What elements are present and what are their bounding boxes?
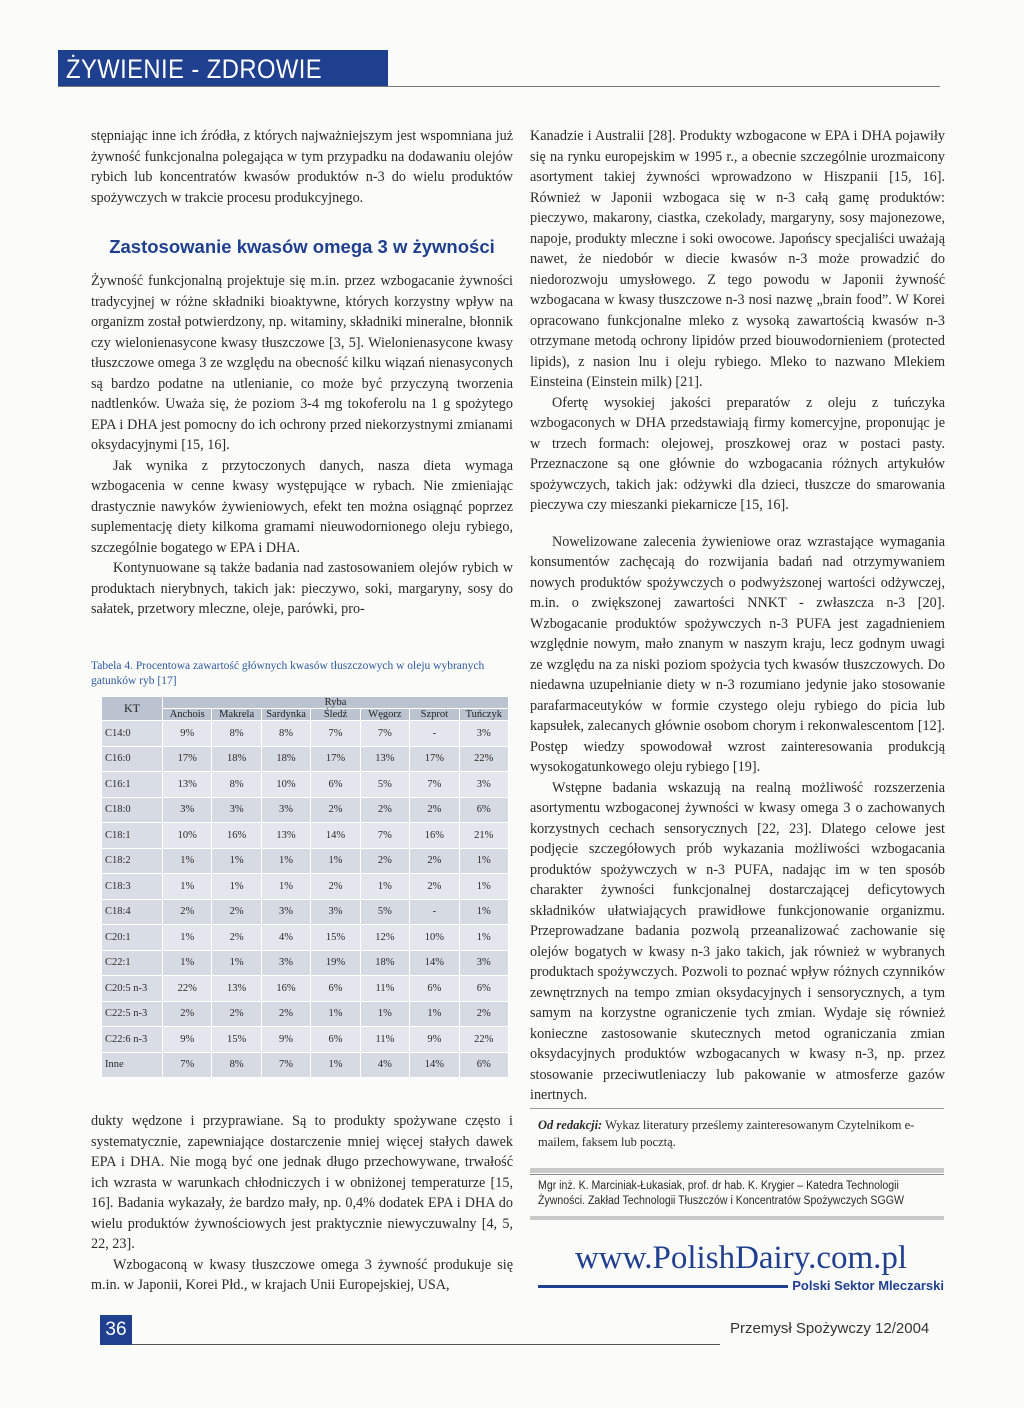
table-cell: 1% xyxy=(459,848,508,874)
table-cell: 22% xyxy=(459,1027,508,1053)
table-cell: 2% xyxy=(261,1001,310,1027)
advert-url: www.PolishDairy.com.pl xyxy=(574,1240,908,1276)
table-cell: 6% xyxy=(311,1027,360,1053)
column-header-row xyxy=(102,709,509,721)
table-cell: 1% xyxy=(163,925,212,951)
author-rule xyxy=(530,1174,944,1175)
table-cell: 18% xyxy=(261,746,310,772)
table-cell: 19% xyxy=(311,950,360,976)
paragraph: Jak wynika z przytoczonych danych, nasza dieta wymaga wzbogacenia w cenne kwasy występujące w rybach. Nie zmieniając drastycznie nawyków żywieniowych, efekt ten można osiągnąć poprzez suplementację diety kilkoma gramami nieuwodornionego oleju rybiego, szczególnie bogatego w EPA i DHA. xyxy=(91,457,513,556)
table-cell: 1% xyxy=(459,874,508,900)
table-cell: 11% xyxy=(360,1027,409,1053)
column-header: Śledź xyxy=(311,709,360,721)
editor-note xyxy=(538,1117,946,1151)
note-rule xyxy=(530,1108,944,1109)
column-header: Sardynka xyxy=(261,709,310,721)
table-cell: 2% xyxy=(311,874,360,900)
table-cell: 4% xyxy=(360,1052,409,1078)
table-cell: 18% xyxy=(360,950,409,976)
table-cell: 2% xyxy=(163,1001,212,1027)
table-cell: 7% xyxy=(410,772,459,798)
table-cell: 14% xyxy=(410,950,459,976)
table-cell: 17% xyxy=(311,746,360,772)
table-cell: 2% xyxy=(212,1001,261,1027)
table-cell: 22% xyxy=(163,976,212,1002)
fatty-acid-label: C22:1 xyxy=(102,950,163,976)
fatty-acid-label: C18:1 xyxy=(102,823,163,849)
editor-note-text: Wykaz literatury prześlemy zainteresowanym Czytelnikom e-mailem, faksem lub pocztą. xyxy=(538,1118,915,1149)
table-cell: 2% xyxy=(410,797,459,823)
editor-note-label: Od redakcji: xyxy=(538,1118,603,1132)
table-row xyxy=(102,1027,509,1053)
table-cell: 18% xyxy=(212,746,261,772)
table-cell: 9% xyxy=(163,1027,212,1053)
table-cell: 6% xyxy=(459,976,508,1002)
left-column-middle xyxy=(91,271,513,620)
table-row xyxy=(102,721,509,747)
paragraph: Wzbogaconą w kwasy tłuszczowe omega 3 żywność produkuje się m.in. w Japonii, Korei Płd., w krajach Unii Europejskiej, USA, xyxy=(91,1256,513,1293)
fatty-acid-label: Inne xyxy=(102,1052,163,1078)
table-cell: 13% xyxy=(163,772,212,798)
table-cell: 12% xyxy=(360,925,409,951)
fatty-acid-label: C18:3 xyxy=(102,874,163,900)
table-cell: 7% xyxy=(311,721,360,747)
table-cell: 6% xyxy=(410,976,459,1002)
fatty-acid-label: C20:5 n-3 xyxy=(102,976,163,1002)
column-header: Szprot xyxy=(410,709,459,721)
table-cell: 16% xyxy=(261,976,310,1002)
table-cell: 1% xyxy=(311,1052,360,1078)
table-cell: 1% xyxy=(212,874,261,900)
kt-header: KT xyxy=(102,697,163,721)
fatty-acid-label: C20:1 xyxy=(102,925,163,951)
paragraph: Ofertę wysokiej jakości preparatów z oleju z tuńczyka wzbogaconych w DHA przedstawiają firmy komercyjne, proponując je w trzech formach: olejowej, proszkowej oraz w postaci pasty. Przeznaczone są one głównie do wzbogacania różnych artykułów spożywczych, takich jak: odżywki dla dzieci, tłuszcze do smarowania pieczywa czy mieszanki piekarnicze [15, 16]. xyxy=(530,394,945,513)
table-cell: 16% xyxy=(212,823,261,849)
table-cell: 1% xyxy=(360,1001,409,1027)
table-cell: 8% xyxy=(261,721,310,747)
table-cell: 21% xyxy=(459,823,508,849)
table-caption: Tabela 4. Procentowa zawartość głównych kwasów tłuszczowych w oleju wybranych gatunków ryb [17] xyxy=(91,660,485,687)
table-row xyxy=(102,848,509,874)
table-cell: 8% xyxy=(212,772,261,798)
table-row xyxy=(102,976,509,1002)
table-cell: 3% xyxy=(261,950,310,976)
table-cell: 6% xyxy=(459,1052,508,1078)
table-cell: 3% xyxy=(459,772,508,798)
left-column-top xyxy=(91,126,513,208)
paragraph: Nowelizowane zalecenia żywieniowe oraz wzrastające wymagania konsumentów zachęcają do rozwijania badań nad otrzymywaniem nowych produktów spożywczych o podwyższonej wartości odżywczej, m.in. o zwiększonej zawartości NNKT - zwłaszcza n-3 [20]. Wzbogacanie produktów spożywczych n-3 PUFA jest zagadnieniem względnie nowym, mało znanym w naszym kraju, lecz godnym uwagi ze względu na za niski poziom spożycia tych kwasów tłuszczowych. Do niedawna uzupełnianie diety w n-3 rozumiano jedynie jako stosowanie parafarmaceutyków w formie czystego oleju rybiego do picia lub kapsułek, zalecanych głównie osobom chorym i rekonwalescentom [12]. Postęp wiedzy spowodował wzrost zainteresowania produkcją wysokogatunkowego oleju rybiego [19]. xyxy=(530,533,945,775)
table-cell: - xyxy=(410,721,459,747)
table-row xyxy=(102,1052,509,1078)
paragraph: Żywność funkcjonalną projektuje się m.in. przez wzbogacanie żywności tradycyjnej w różne składniki bioaktywne, których korzystny wpływ na organizm został potwierdzony, np. witaminy, składniki mineralne, błonnik czy wielonienasycone kwasy tłuszczowe [3, 5]. Wielonienasycone kwasy tłuszczowe omega 3 ze względu na obecność kilku wiązań nienasyconych są bardzo podatne na utlenianie, co może być przyczyną tworzenia nadtlenków. Uważa się, że poziom 3-4 mg tokoferolu na 1 g spożytego EPA i DHA jest pomocny do ich ochrony przed niekorzystnymi zmianami oksydacyjnymi [15, 16]. xyxy=(91,273,513,453)
table-cell: 1% xyxy=(212,950,261,976)
table-cell: 4% xyxy=(261,925,310,951)
fatty-acid-label: C18:4 xyxy=(102,899,163,925)
table-cell: 3% xyxy=(459,950,508,976)
table-cell: 6% xyxy=(311,976,360,1002)
table-cell: 3% xyxy=(311,899,360,925)
table-cell: 13% xyxy=(360,746,409,772)
column-header: Makrela xyxy=(212,709,261,721)
table-cell: 6% xyxy=(459,797,508,823)
page-number: 36 xyxy=(100,1315,132,1345)
table-cell: 2% xyxy=(163,899,212,925)
table-cell: 14% xyxy=(410,1052,459,1078)
paragraph: Kanadzie i Australii [28]. Produkty wzbogacone w EPA i DHA pojawiły się na rynku europejskim w 1995 r., a obecnie szczególnie urozmaicony asortyment takiej żywności wprowadzono w Hiszpanii [15, 16]. Również w Japonii wzbogaca się w n-3 całą gamę produktów: pieczywo, makarony, ciastka, czekolady, margaryny, sosy majonezowe, napoje, produkty mleczne i soki owocowe. Japońscy specjaliści uważają nawet, że niedobór w diecie kwasów n-3 może prowadzić do niedorozwoju umysłowego. Z tego powodu w Japonii żywność wzbogacana w kwasy tłuszczowe n-3 nosi nazwę „brain food”. W Korei opracowano funkcjonalne mleko z wysoką zawartością kwasów n-3 otrzymane metodą ochrony lipidów przed biouwodornieniem (protected lipids), z nasion lnu i oleju rybiego. Mleko to nazwano Mlekiem Einsteina (Einstein milk) [21]. xyxy=(530,128,945,390)
table-cell: 11% xyxy=(360,976,409,1002)
table-cell: 15% xyxy=(212,1027,261,1053)
table-cell: 3% xyxy=(459,721,508,747)
table-cell: - xyxy=(410,899,459,925)
table-cell: 7% xyxy=(360,823,409,849)
table-cell: 2% xyxy=(459,1001,508,1027)
column-header: Tuńczyk xyxy=(459,709,508,721)
table-cell: 2% xyxy=(311,797,360,823)
column-header: Anchois xyxy=(163,709,212,721)
magazine-issue: Przemysł Spożywczy 12/2004 xyxy=(730,1320,930,1337)
section-header-title: ŻYWIENIE - ZDROWIE xyxy=(66,54,323,84)
fatty-acid-label: C16:1 xyxy=(102,772,163,798)
paragraph: Wstępne badania wskazują na realną możliwość rozszerzenia asortymentu wzbogaconej żywności w kwasy omega 3 o zachowanych korzystnych cechach sensorycznych [22, 23]. Dlatego celowe jest podjęcie szczegółowych prób wykazania możliwości wzbogacania produktów spożywczych w n-3 PUFA, nadając im w ten sposób charakter żywności funkcjonalnej dostarczającej deficytowych składników ułatwiających prawidłowe funkcjonowanie organizmu. Przeprowadzane badania pozwolą przeanalizować zachowanie się olejów bogatych w kwasy n-3 jako takich, jak również w wybranych produktach spożywczych. Pozwoli to poznać wpływ różnych czynników zewnętrznych na tempo zmian oksydacyjnych i sensorycznych, a tym samym na korzystne ograniczenie tych zmian. Wydaje się również konieczne zastosowanie skutecznych metod ograniczania zmian oksydacyjnych produktów wzbogacanych w kwasy n-3, np. przez stosowanie przeciwutleniaczy lub pakowanie w atmosferze gazów inertnych. xyxy=(530,779,945,1103)
table-cell: 5% xyxy=(360,899,409,925)
table-row xyxy=(102,797,509,823)
table-cell: 9% xyxy=(261,1027,310,1053)
table-cell: 1% xyxy=(261,874,310,900)
table-cell: 8% xyxy=(212,721,261,747)
table-cell: 1% xyxy=(163,874,212,900)
table-cell: 1% xyxy=(459,925,508,951)
fatty-acid-label: C18:2 xyxy=(102,848,163,874)
table-cell: 1% xyxy=(410,1001,459,1027)
left-column-bottom xyxy=(91,1111,513,1296)
table-cell: 9% xyxy=(410,1027,459,1053)
table-cell: 1% xyxy=(163,950,212,976)
table-body xyxy=(102,721,509,1078)
table-cell: 1% xyxy=(311,1001,360,1027)
table-row xyxy=(102,874,509,900)
paragraph: dukty wędzone i przyprawiane. Są to produkty spożywane często i systematycznie, zapewniające dostarczenie mniej więcej stałych dawek EPA i DHA. Nie mogą być one jednak długo przechowywane, trwałość ich wzrasta w warunkach chłodniczych i w obniżonej temperaturze [15, 16]. Badania wykazały, że bardzo mały, np. 0,4% dodatek EPA i DHA do wielu produktów żywnościowych jest praktycznie niewyczuwalny [4, 5, 22, 23]. xyxy=(91,1113,513,1252)
table-row xyxy=(102,1001,509,1027)
fatty-acid-label: C14:0 xyxy=(102,721,163,747)
fatty-acid-label: C22:5 n-3 xyxy=(102,1001,163,1027)
table-cell: 1% xyxy=(212,848,261,874)
table-cell: 17% xyxy=(163,746,212,772)
table-row xyxy=(102,925,509,951)
table-cell: 9% xyxy=(163,721,212,747)
right-column xyxy=(530,126,945,1106)
table-cell: 17% xyxy=(410,746,459,772)
table-cell: 14% xyxy=(311,823,360,849)
table-cell: 3% xyxy=(212,797,261,823)
footer-rule xyxy=(132,1344,720,1345)
table-cell: 8% xyxy=(212,1052,261,1078)
table-cell: 3% xyxy=(163,797,212,823)
table-row xyxy=(102,899,509,925)
table-cell: 13% xyxy=(261,823,310,849)
author-bar xyxy=(530,1168,944,1173)
table-cell: 2% xyxy=(212,899,261,925)
table-cell: 2% xyxy=(360,797,409,823)
table-cell: 10% xyxy=(410,925,459,951)
paragraph: Kontynuowane są także badania nad zastosowaniem olejów rybich w produktach nierybnych, takich jak: pieczywo, soki, margaryny, sosy do sałatek, przetwory mleczne, oleje, parówki, pro- xyxy=(91,560,513,617)
author-bar-bottom xyxy=(530,1216,944,1220)
header-rule xyxy=(58,86,940,87)
table-header-row xyxy=(102,697,509,709)
author-affiliation: Mgr inż. K. Marciniak-Łukasiak, prof. dr hab. K. Krygier – Katedra Technologii Żywności. Zakład Technologii Tłuszczów i Koncentratów Spożywczych SGGW xyxy=(538,1180,904,1207)
table-cell: 2% xyxy=(212,925,261,951)
section-heading: Zastosowanie kwasów omega 3 w żywności xyxy=(109,236,495,257)
table-cell: 7% xyxy=(261,1052,310,1078)
table-cell: 1% xyxy=(311,848,360,874)
table-row xyxy=(102,772,509,798)
table-cell: 1% xyxy=(360,874,409,900)
table-cell: 13% xyxy=(212,976,261,1002)
table-cell: 1% xyxy=(261,848,310,874)
table-cell: 5% xyxy=(360,772,409,798)
table-cell: 2% xyxy=(410,848,459,874)
table-cell: 3% xyxy=(261,797,310,823)
table-row xyxy=(102,950,509,976)
table-cell: 2% xyxy=(360,848,409,874)
advert-tagline: Polski Sektor Mleczarski xyxy=(792,1278,944,1293)
table-cell: 22% xyxy=(459,746,508,772)
table-cell: 10% xyxy=(163,823,212,849)
fatty-acid-label: C18:0 xyxy=(102,797,163,823)
table-cell: 3% xyxy=(261,899,310,925)
fatty-acid-table xyxy=(101,696,509,1078)
group-header: Ryba xyxy=(163,697,509,709)
table-cell: 7% xyxy=(360,721,409,747)
fatty-acid-label: C16:0 xyxy=(102,746,163,772)
paragraph: stępniając inne ich źródła, z których najważniejszym jest wspomniana już żywność funkcjonalna polegająca w tym przypadku na dodawaniu olejów rybich lub koncentratów kwasów produktów n-3 do wielu produktów spożywczych w trakcie procesu produkcyjnego. xyxy=(91,128,513,206)
table-cell: 16% xyxy=(410,823,459,849)
table-cell: 6% xyxy=(311,772,360,798)
advert-line xyxy=(538,1285,788,1288)
table-row xyxy=(102,746,509,772)
table-cell: 15% xyxy=(311,925,360,951)
table-cell: 1% xyxy=(459,899,508,925)
table-cell: 2% xyxy=(410,874,459,900)
fatty-acid-label: C22:6 n-3 xyxy=(102,1027,163,1053)
table-cell: 7% xyxy=(163,1052,212,1078)
column-header: Węgorz xyxy=(360,709,409,721)
table-cell: 1% xyxy=(163,848,212,874)
table-cell: 10% xyxy=(261,772,310,798)
table-row xyxy=(102,823,509,849)
